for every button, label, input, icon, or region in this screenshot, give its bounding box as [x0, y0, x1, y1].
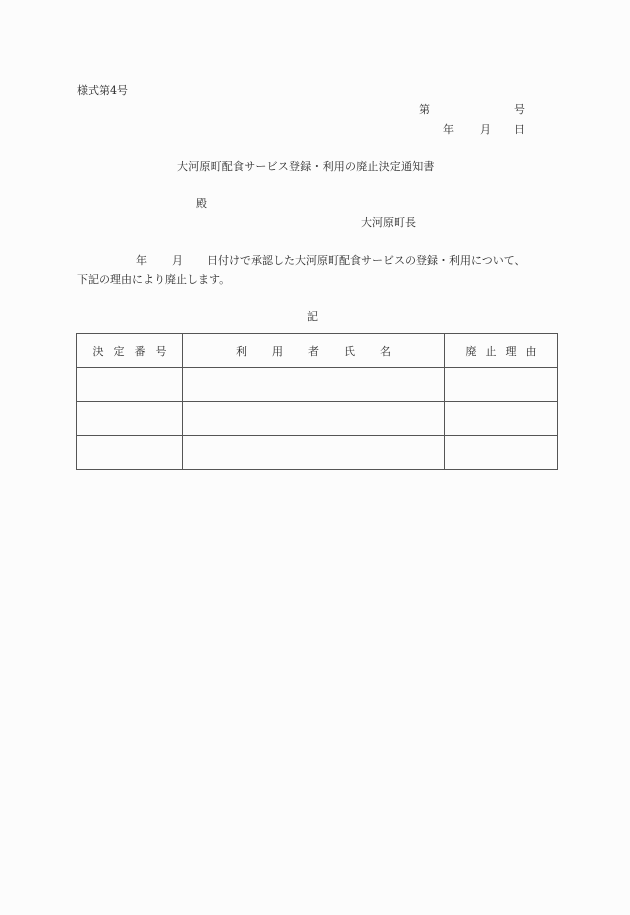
cell-abolition-reason [445, 436, 558, 470]
cell-decision-number [77, 402, 183, 436]
document-title: 大河原町配食サービス登録・利用の廃止決定通知書 [177, 160, 435, 173]
header-decision-number: 決定番号 [77, 334, 183, 368]
date-month-label: 月 [480, 123, 491, 136]
ki-heading: 記 [307, 310, 318, 323]
table-header-row [77, 334, 558, 368]
form-number: 様式第4号 [77, 84, 128, 97]
body-month-label: 月 [172, 254, 183, 267]
doc-number-prefix: 第 [419, 103, 430, 116]
header-abolition-reason: 廃止理由 [445, 334, 558, 368]
body-year-label: 年 [136, 254, 147, 267]
cell-decision-number [77, 368, 183, 402]
addressee-suffix: 殿 [196, 197, 207, 210]
cell-abolition-reason [445, 402, 558, 436]
cell-user-name [183, 436, 445, 470]
cell-user-name [183, 402, 445, 436]
date-year-label: 年 [443, 123, 454, 136]
table-row [77, 402, 558, 436]
abolition-table [76, 333, 558, 470]
table-row [77, 368, 558, 402]
date-day-label: 日 [514, 123, 525, 136]
header-user-name: 利用者氏名 [183, 334, 445, 368]
body-line1-text: 日付けで承認した大河原町配食サービスの登録・利用について、 [207, 254, 526, 267]
doc-number-suffix: 号 [514, 103, 525, 116]
issuer-name: 大河原町長 [361, 216, 416, 229]
body-line2-text: 下記の理由により廃止します。 [77, 273, 231, 286]
cell-decision-number [77, 436, 183, 470]
cell-abolition-reason [445, 368, 558, 402]
table-row [77, 436, 558, 470]
cell-user-name [183, 368, 445, 402]
